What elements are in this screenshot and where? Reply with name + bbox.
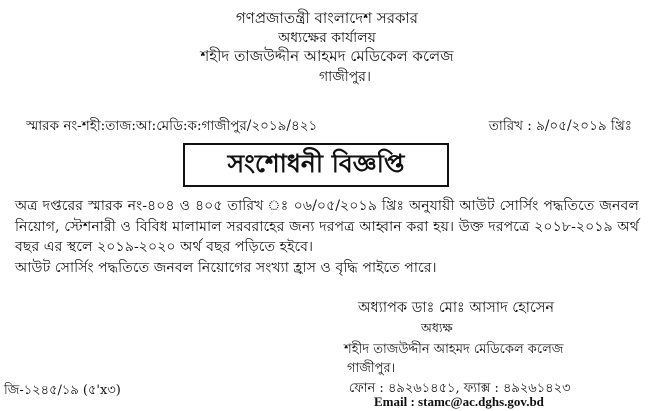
body-paragraph-1: অত্র দপ্তরের স্মারক নং-৪০৪ ও ৪০৫ তারিখ ঃ ০৬/০৫/২০১৯ খ্রিঃ অনুযায়ী আউট সোর্সিং পদ্ধতিতে জনবল নিয়োগ, স্টেশনারী ও বিবিধ মালামাল সরবরাহের জন্য দরপত্র আহ্বান করা হয়। উক্ত দরপত্রে ২০১৮-২০১৯ অর্থ বছর এর স্থলে ২০১৯-২০২০ অর্থ বছর পড়িতে হইবে। — [15, 198, 639, 255]
contact-email: Email : stamc@ac.dghs.gov.bd — [374, 394, 544, 409]
signatory-college: শহীদ তাজউদ্দীন আহমদ মেডিকেল কলেজ — [344, 342, 564, 357]
header-government: গণপ্রজাতন্ত্রী বাংলাদেশ সরকার — [235, 9, 419, 27]
notice-title-text: সংশোধনী বিজ্ঞপ্তি — [227, 148, 405, 178]
signatory-city: গাজীপুর। — [347, 361, 396, 376]
contact-phone-fax: ফোন : ৪৯২৬১৪৫১, ফ্যাক্স : ৪৯২৬১৪২৩ — [349, 381, 571, 396]
notice-body — [15, 196, 639, 278]
memo-number: স্মারক নং-শহী:তাজ:আ:মেডি:ক:গাজীপুর/২০১৯/৪২১ — [26, 118, 318, 134]
header-college: শহীদ তাজউদ্দীন আহমদ মেডিকেল কলেজ — [200, 47, 454, 65]
notice-title — [183, 143, 449, 187]
header-city: গাজীপুর। — [319, 69, 371, 85]
memo-date: তারিখ : ৯/০৫/২০১৯ খ্রিঃ — [488, 118, 632, 134]
signatory-designation: অধ্যক্ষ — [421, 320, 453, 335]
signatory-name: অধ্যাপক ডাঃ মোঃ আসাদ হোসেন — [358, 300, 555, 316]
footer-reference: জি-১২৪৫/১৯ (৫'x৩) — [4, 383, 121, 398]
body-paragraph-2: আউট সোর্সিং পদ্ধতিতে জনবল নিয়োগের সংখ্যা হ্রাস ও বৃদ্ধি পাইতে পারে। — [15, 259, 437, 276]
header-office: অধ্যক্ষের কার্যালয় — [278, 30, 376, 46]
